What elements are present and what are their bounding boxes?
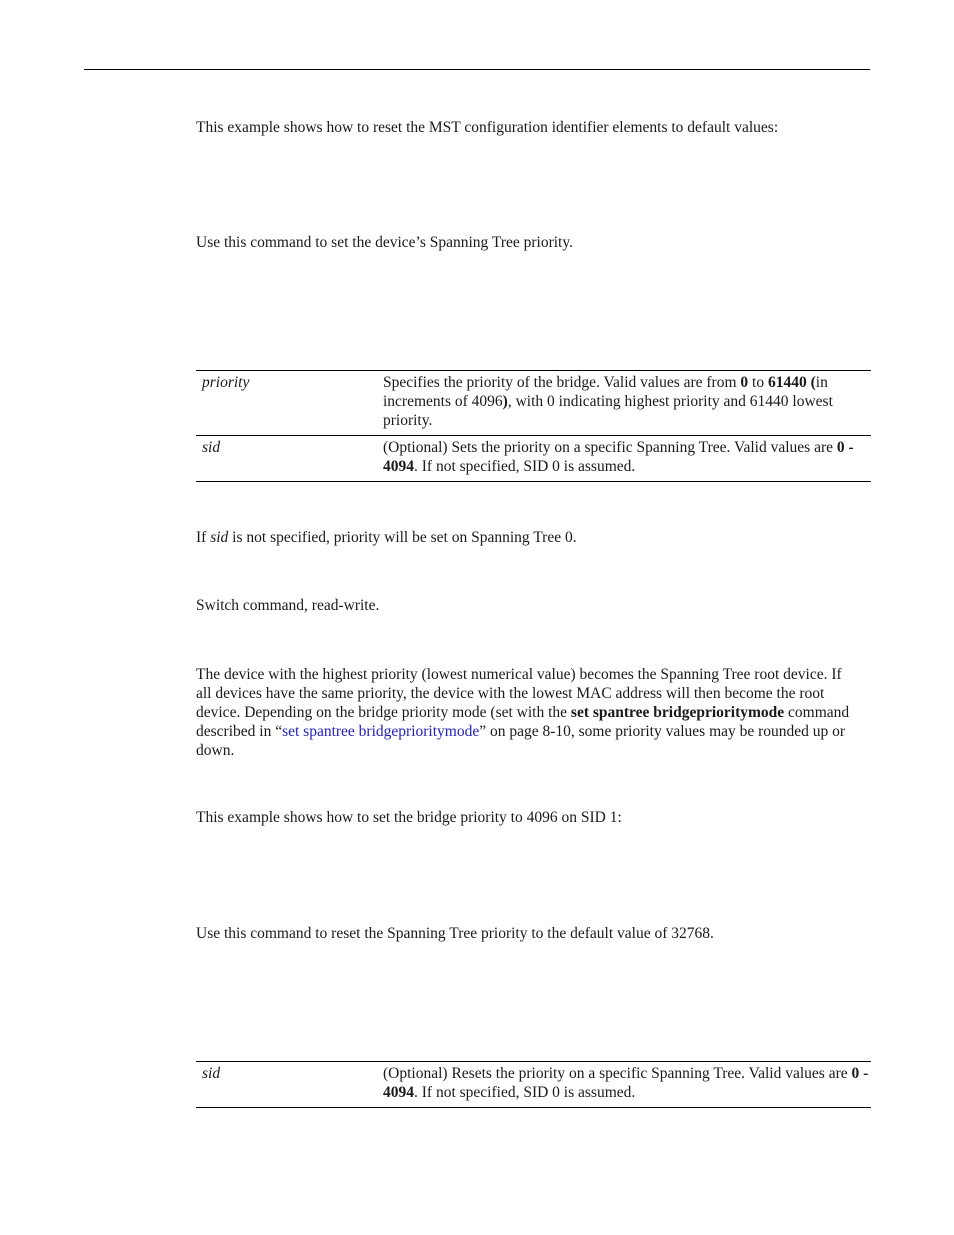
param-desc-sid: (Optional) Sets the priority on a specific Spanning Tree. Valid values are 0 - 4094. If not specified, SID 0 is assumed.	[383, 436, 871, 482]
usage-text: The device with the highest priority (lowest numerical value) becomes the Spanning Tree root device. If all devices have the same priority, the device with the lowest MAC address will then become the root device. Depending on the bridge priority mode (set with the set spantree bridgeprioritymode command described in “set spantree bridgeprioritymode” on page 8-10, some priority values may be rounded up or down.	[196, 666, 850, 759]
bridgeprioritymode-link[interactable]: set spantree bridgeprioritymode	[282, 723, 480, 740]
table-row	[196, 371, 871, 436]
bridgepriority-intro: Use this command to set the device’s Spanning Tree priority.	[196, 234, 573, 251]
param-name-sid: sid	[196, 1062, 383, 1108]
param-desc-priority: Specifies the priority of the bridge. Valid values are from 0 to 61440 (in increments of 4096), with 0 indicating highest priority and 61440 lowest priority.	[383, 371, 871, 436]
bridgepriority-parameter-table	[196, 370, 871, 482]
example-priority-text: This example shows how to set the bridge priority to 4096 on SID 1:	[196, 809, 622, 826]
param-name-sid: sid	[196, 436, 383, 482]
example-mst-text: This example shows how to reset the MST configuration identifier elements to default values:	[196, 119, 779, 136]
table-row	[196, 436, 871, 482]
header-rule	[84, 69, 870, 70]
mode-text: Switch command, read-write.	[196, 597, 380, 614]
param-name-priority: priority	[196, 371, 383, 436]
param-desc-sid: (Optional) Resets the priority on a specific Spanning Tree. Valid values are 0 - 4094. If not specified, SID 0 is assumed.	[383, 1062, 871, 1108]
clear-priority-intro: Use this command to reset the Spanning Tree priority to the default value of 32768.	[196, 925, 714, 942]
defaults-text: If sid is not specified, priority will be set on Spanning Tree 0.	[196, 529, 577, 546]
clear-priority-parameter-table	[196, 1061, 871, 1108]
table-row	[196, 1062, 871, 1108]
